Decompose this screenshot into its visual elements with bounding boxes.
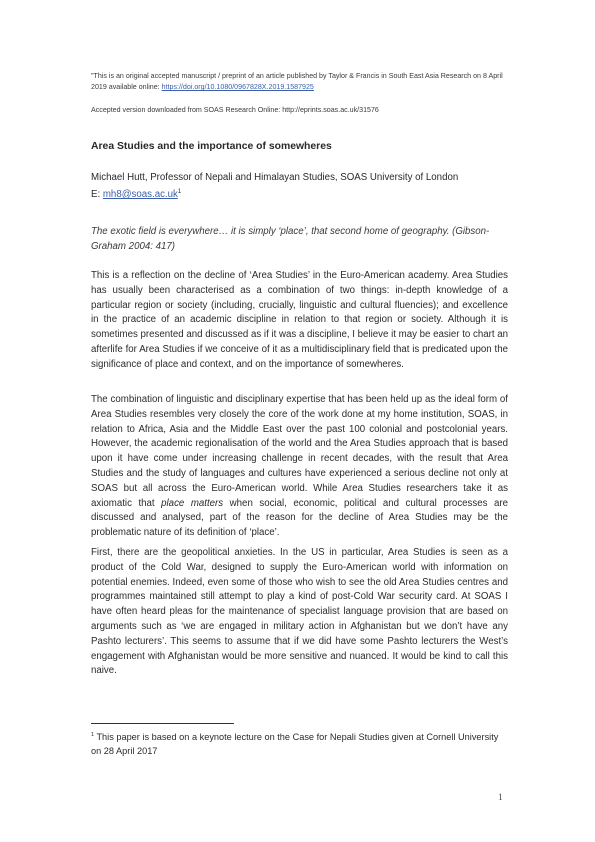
footnote	[91, 728, 509, 758]
body-paragraph-2	[91, 393, 508, 541]
paragraph-2-emphasis: place matters	[161, 497, 224, 509]
body-paragraph-1: This is a reflection on the decline of ‘Area Studies’ in the Euro-American academy. Area Studies has usually been characterised as a combination of two things: in-depth knowledge of a particular region or society (including, crucially, linguistic and cultural fluencies); and excellence in the practice of an academic discipline in relation to that region or society. Although it is sometimes presented and discussed as if it was a discipline, I believe it may be easier to chart an afterlife for Area Studies if we conceive of it as a multidisciplinary field that is predicated upon the significance of place and context, and on the importance of somewheres.	[91, 270, 508, 370]
paragraph-2-text-a: The combination of linguistic and disciplinary expertise that has been held up as the ideal form of Area Studies resembles very closely the core of the work done at my home institution, SOAS, in relation to Africa, Asia and the Middle East over the past 100 colonial and postcolonial years. However, the academic regionalisation of the world and the Area Studies approach that is based upon it have come under increasing challenge in recent decades, with the result that Area Studies and the study of languages and cultures have experienced a serious decline not only at SOAS but all across the Euro-American world. While Area Studies researchers take it as axiomatic that	[91, 394, 508, 509]
email-link[interactable]: mh8@soas.ac.uk	[102, 189, 178, 201]
page-number: 1	[498, 793, 503, 803]
email-prefix: E:	[91, 189, 103, 201]
epigraph: The exotic field is everywhere… it is simply ‘place’, that second home of geography. (Gibson-Graham 2004: 417)	[91, 226, 490, 252]
notice-text: "This is an original accepted manuscript / preprint of an article published by Taylor & Francis in South East Asia Research on 8 April 2019 available online:	[91, 72, 503, 91]
footnote-divider	[91, 723, 234, 724]
paragraph-2-text-b: when social, economic, political and cultural processes are discussed and analysed, part of the reason for the decline of Area Studies may be the problematic nature of its definition of ‘place’.	[91, 497, 509, 539]
author-line: Michael Hutt, Professor of Nepali and Himalayan Studies, SOAS University of London	[91, 172, 459, 183]
article-title: Area Studies and the importance of somewheres	[91, 141, 332, 152]
footnote-text: This paper is based on a keynote lecture on the Case for Nepali Studies given at Cornell University on 28 April 2017	[91, 732, 499, 757]
email-line	[91, 185, 181, 202]
body-paragraph-3: First, there are the geopolitical anxieties. In the US in particular, Area Studies is seen as a product of the Cold War, designed to supply the Euro-American world with information on potential enemies. Indeed, even some of those who wish to see the old Area Studies centres and programmes maintained still attempt to play a kind of post-Cold War security card. At SOAS I have often heard pleas for the maintenance of specialist language provision that are based on arguments such as ‘we are engaged in military action in Afghanistan but we don’t have any Pashto lecturers’. This seems to assume that if we did have some Pashto lecturers the West’s engagement with Afghanistan would be more sensitive and nuanced. It would be kind to call this naive.	[91, 547, 508, 677]
footnote-ref[interactable]: 1	[177, 189, 182, 195]
doi-link[interactable]: https://doi.org/10.1080/0967828X.2019.1587925	[161, 83, 314, 91]
footnote-marker: 1	[91, 732, 95, 738]
download-notice: Accepted version downloaded from SOAS Research Online: http://eprints.soas.ac.uk/31576	[91, 106, 379, 114]
publication-notice	[91, 71, 511, 93]
